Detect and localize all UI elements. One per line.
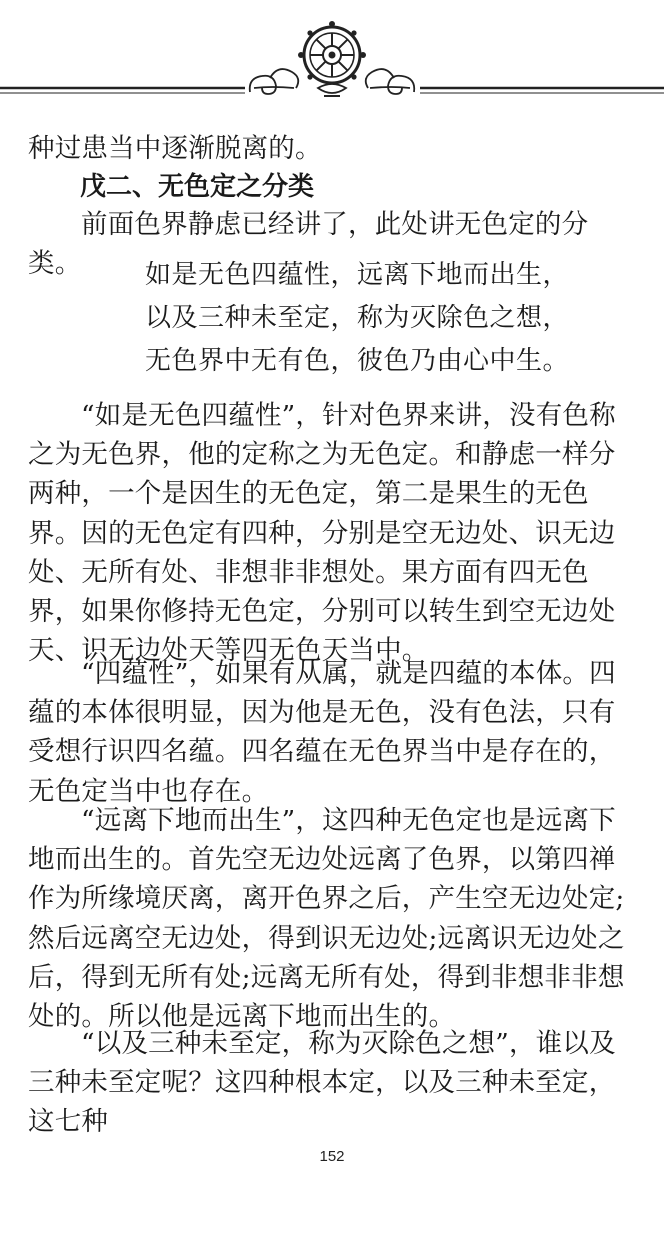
verse-line: 如是无色四蕴性，远离下地而出生， (145, 260, 570, 290)
body-paragraph: “远离下地而出生”，这四种无色定也是远离下地而出生的。首先空无边处远离了色界，以第四禅作为所缘境厌离，离开色界之后，产生空无边处定;然后远离空无边处，得到识无边处;远离识无边处之后，得到无所有处;远离无所有处，得到非想非非想处的。所以他是远离下地而出生的。 (28, 805, 625, 1033)
verse-line: 以及三种未至定，称为灭除色之想， (145, 303, 570, 333)
dharma-wheel-header-ornament (0, 0, 664, 110)
continuation-text: 种过患当中逐渐脱离的。 (28, 133, 322, 164)
body-paragraph: “四蕴性”，如果有从属，就是四蕴的本体。四蕴的本体很明显，因为他是无色，没有色法，只有受想行识四名蕴。四名蕴在无色界当中是存在的，无色定当中也存在。 (28, 658, 616, 807)
body-paragraph: “如是无色四蕴性”，针对色界来讲，没有色称之为无色界，他的定称之为无色定。和静虑一样分两种，一个是因生的无色定，第二是果生的无色界。因的无色定有四种，分别是空无边处、识无边处、无所有处、非想非非想处。果方面有四无色界，如果你修持无色定，分别可以转生到空无边处天、识无边处天等四无色天当中。 (28, 400, 616, 667)
verse-line: 无色界中无有色，彼色乃由心中生。 (145, 346, 570, 376)
section-heading: 戊二、无色定之分类 (80, 172, 315, 202)
intro-paragraph: 前面色界静虑已经讲了，此处讲无色定的分类。 (28, 209, 589, 280)
page-number: 152 (319, 1148, 345, 1165)
body-paragraph: “以及三种未至定，称为灭除色之想”，谁以及三种未至定呢？这四种根本定，以及三种未至定，这七种 (28, 1028, 616, 1138)
